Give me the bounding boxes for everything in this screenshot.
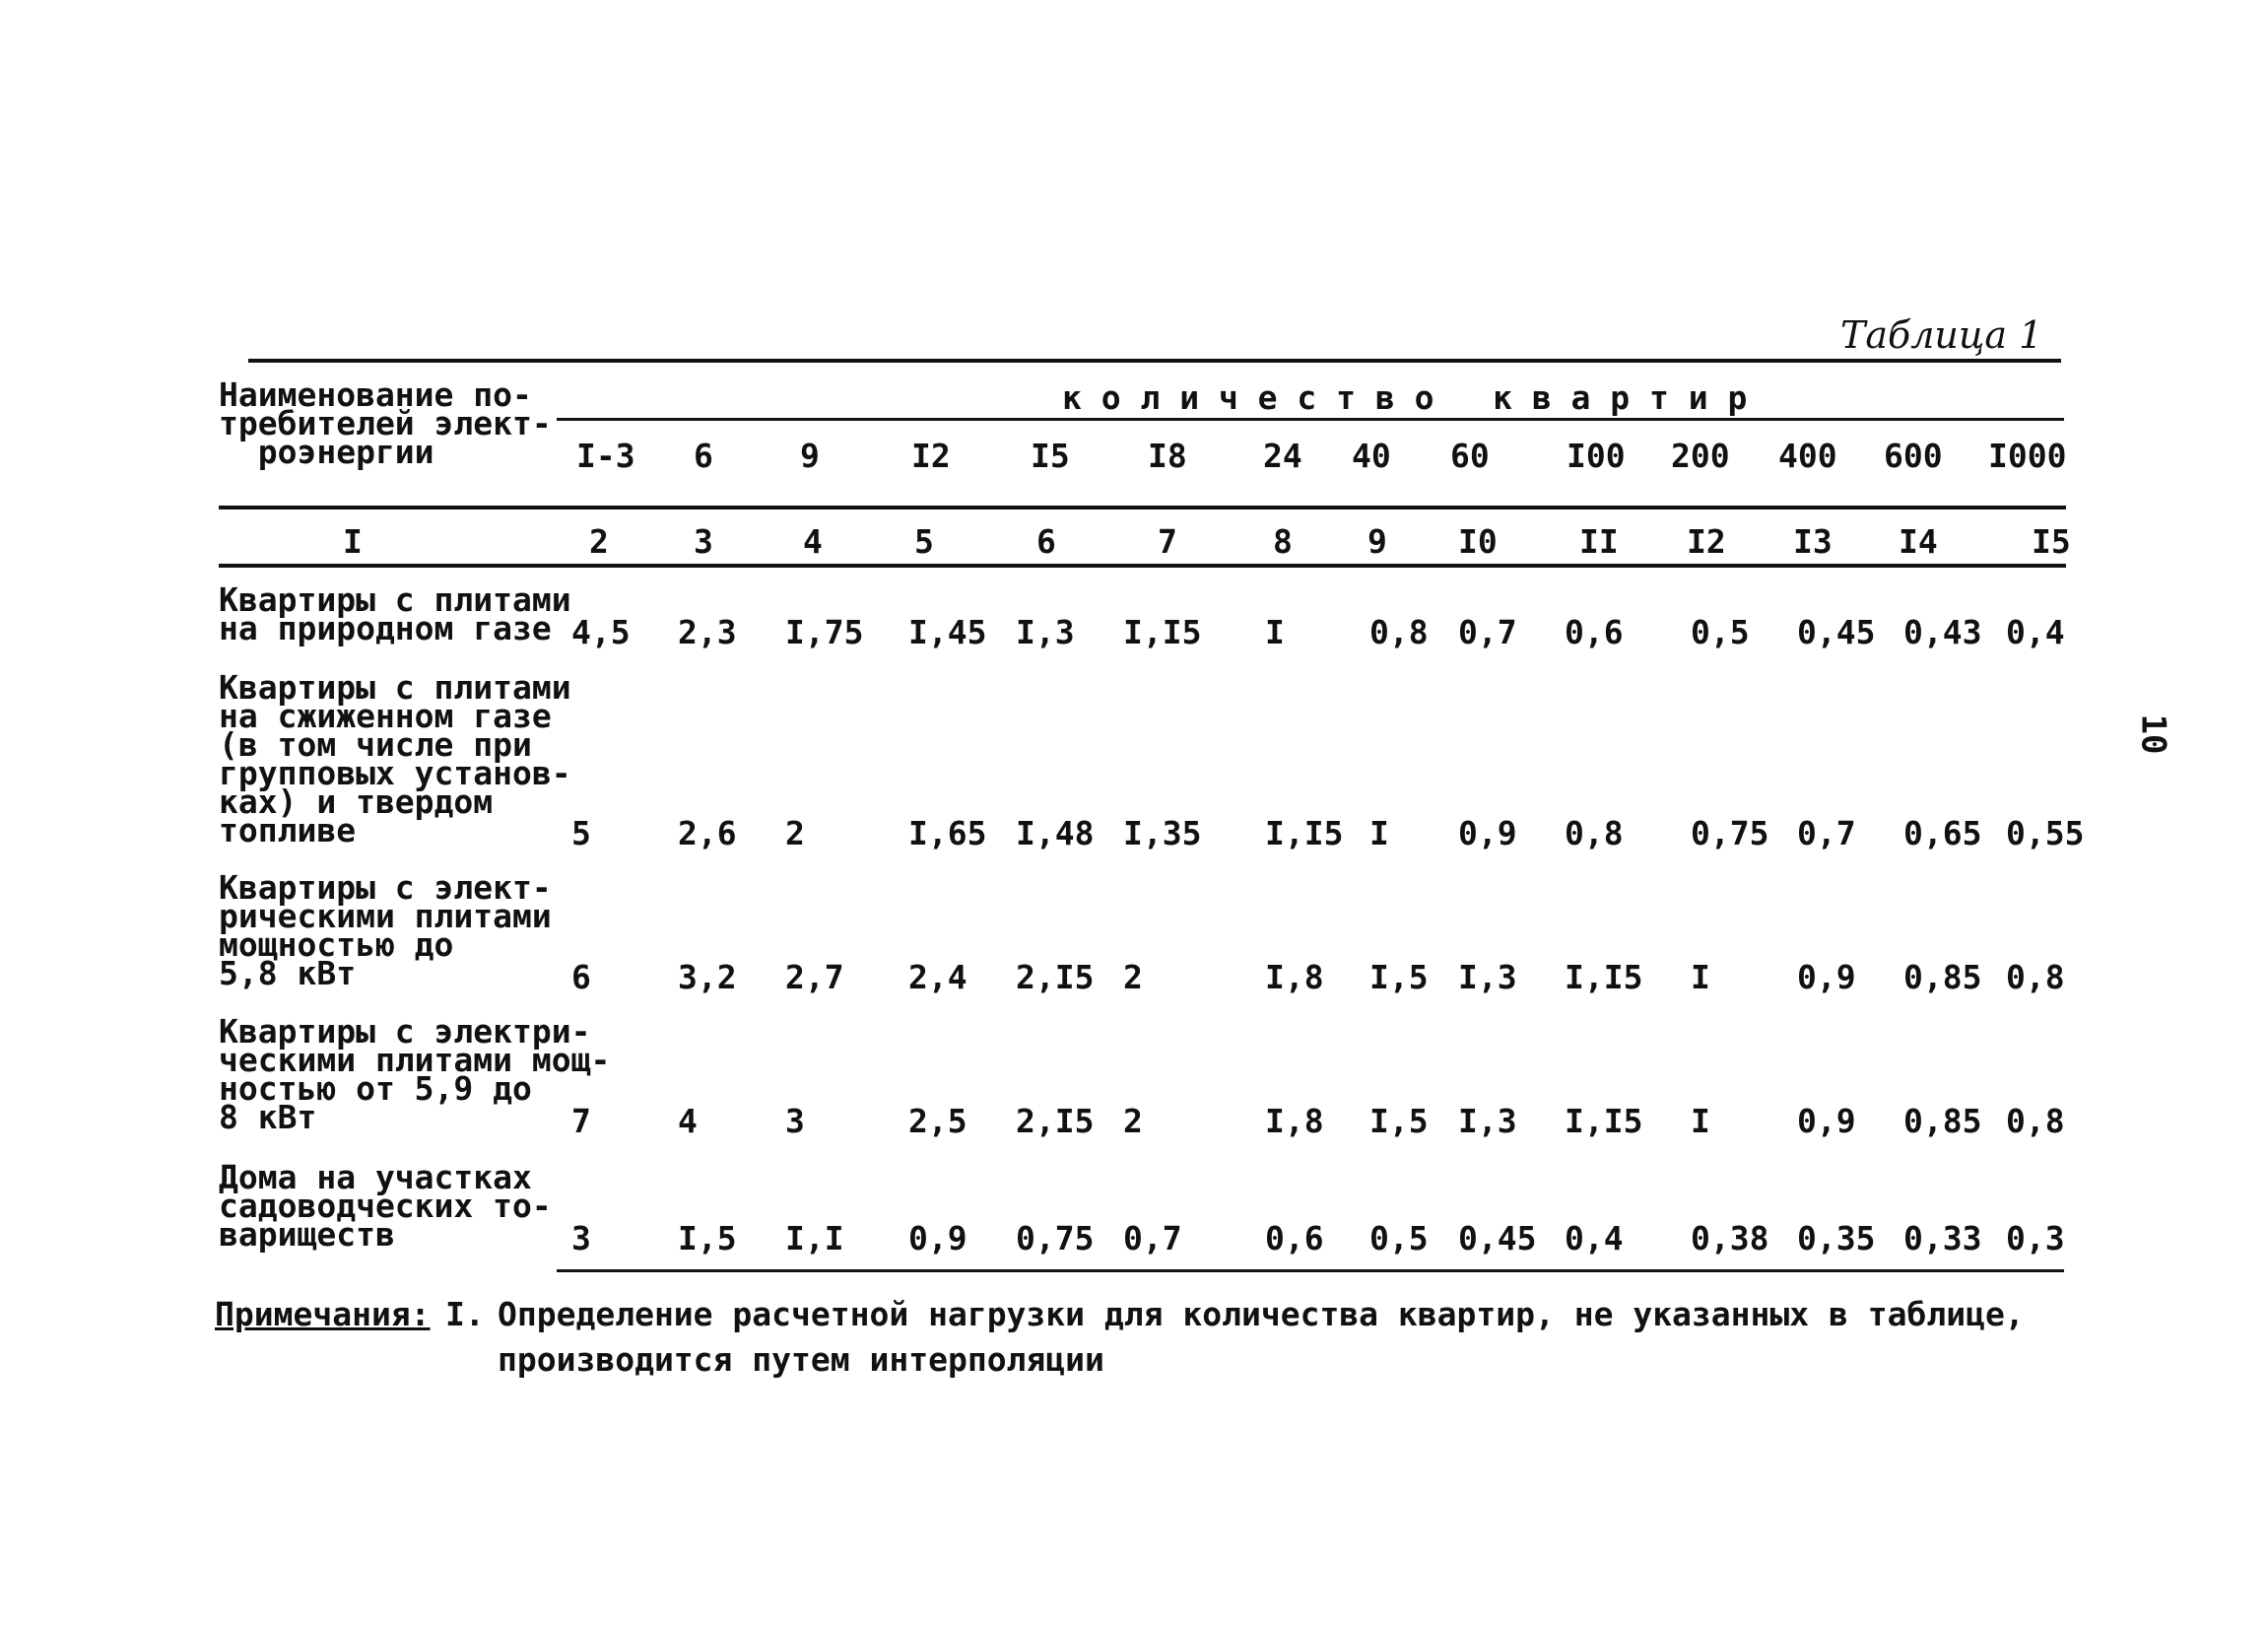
apartment-count-header: 60: [1450, 437, 1490, 475]
table-cell-value: 0,55: [2006, 814, 2085, 852]
table-cell-value: 2,5: [908, 1102, 967, 1140]
table-cell-value: I,8: [1265, 958, 1324, 996]
row-label: Квартиры с элект- рическими плитами мощностью до 5,8 кВт: [219, 868, 552, 992]
table-cell-value: I: [1265, 613, 1285, 651]
column-number: 6: [1036, 522, 1056, 561]
table-cell-value: 4,5: [571, 613, 631, 651]
table-cell-value: I: [1369, 814, 1389, 852]
table-cell-value: 2,4: [908, 958, 967, 996]
apartment-count-header: I00: [1567, 437, 1626, 475]
column-number: 7: [1158, 522, 1177, 561]
column-number: 5: [914, 522, 934, 561]
apartment-count-header: I2: [911, 437, 951, 475]
table-cell-value: 0,9: [1458, 814, 1517, 852]
table-cell-value: 0,33: [1903, 1219, 1982, 1257]
note-line-1: Определение расчетной нагрузки для количества квартир, не указанных в таблице,: [498, 1295, 2025, 1333]
table-cell-value: 2: [785, 814, 805, 852]
table-cell-value: I,48: [1016, 814, 1095, 852]
table-cell-value: 0,7: [1458, 613, 1517, 651]
table-cell-value: 2,I5: [1016, 958, 1095, 996]
table-cell-value: 4: [678, 1102, 698, 1140]
table-cell-value: 0,8: [1565, 814, 1624, 852]
table-cell-value: 0,75: [1016, 1219, 1095, 1257]
table-cell-value: I,I5: [1123, 613, 1202, 651]
table-cell-value: I,I: [785, 1219, 844, 1257]
table-cell-value: 0,38: [1691, 1219, 1769, 1257]
apartment-count-header: 9: [800, 437, 820, 475]
table-cell-value: 0,65: [1903, 814, 1982, 852]
table-cell-value: 0,8: [2006, 1102, 2065, 1140]
table-cell-value: I: [1691, 1102, 1710, 1140]
table-cell-value: 0,9: [1797, 1102, 1856, 1140]
table-cell-value: 0,85: [1903, 958, 1982, 996]
table-cell-value: 2,6: [678, 814, 737, 852]
table-cell-value: 3,2: [678, 958, 737, 996]
table-cell-value: 0,85: [1903, 1102, 1982, 1140]
table-cell-value: 5: [571, 814, 591, 852]
table-cell-value: I,35: [1123, 814, 1202, 852]
table-caption: Таблица 1: [1840, 313, 2043, 357]
table-cell-value: 0,43: [1903, 613, 1982, 651]
apartment-count-header: 400: [1778, 437, 1837, 475]
table-cell-value: I,5: [1369, 958, 1429, 996]
note-item-number: I.: [445, 1295, 485, 1333]
note-line-2: производится путем интерполяции: [498, 1340, 1104, 1379]
apartment-count-header: I5: [1031, 437, 1070, 475]
table-cell-value: 3: [571, 1219, 591, 1257]
table-cell-value: 0,6: [1265, 1219, 1324, 1257]
table-cell-value: I,65: [908, 814, 987, 852]
table-cell-value: 0,6: [1565, 613, 1624, 651]
table-cell-value: 0,5: [1691, 613, 1750, 651]
table-cell-value: 0,9: [908, 1219, 967, 1257]
table-cell-value: 0,7: [1123, 1219, 1182, 1257]
page-number: 10: [2133, 713, 2173, 755]
row-label: Квартиры с плитами на природном газе: [219, 580, 571, 647]
table-cell-value: I,45: [908, 613, 987, 651]
table-cell-value: 2,3: [678, 613, 737, 651]
apartment-count-header: I000: [1988, 437, 2067, 475]
table-cell-value: 0,9: [1797, 958, 1856, 996]
table-cell-value: 0,5: [1369, 1219, 1429, 1257]
column-number: I: [343, 522, 363, 561]
table-cell-value: I,I5: [1565, 958, 1643, 996]
apartment-count-header: 40: [1352, 437, 1391, 475]
group-rule: [557, 418, 2064, 421]
apartment-count-header: 6: [694, 437, 713, 475]
table-cell-value: 0,4: [1565, 1219, 1624, 1257]
table-cell-value: 0,8: [2006, 958, 2065, 996]
table-cell-value: 0,35: [1797, 1219, 1876, 1257]
apartment-count-header: 200: [1671, 437, 1730, 475]
top-rule: [248, 359, 2061, 363]
column-number: I5: [2032, 522, 2071, 561]
column-number: I4: [1899, 522, 1938, 561]
column-number: I3: [1793, 522, 1833, 561]
table-cell-value: 7: [571, 1102, 591, 1140]
row-label: Квартиры с плитами на сжиженном газе (в том числе при групповых установ- ках) и твердом топливе: [219, 668, 571, 849]
header-name-column: Наименование по- требителей элект- роэнергии: [219, 375, 552, 471]
column-number: 9: [1367, 522, 1387, 561]
row-label: Дома на участках садоводческих то- вариществ: [219, 1158, 552, 1254]
column-number: I2: [1687, 522, 1726, 561]
colnum-bottom-rule: [219, 564, 2066, 568]
table-cell-value: 3: [785, 1102, 805, 1140]
apartment-count-header: 24: [1263, 437, 1302, 475]
table-cell-value: 2,7: [785, 958, 844, 996]
table-cell-value: I,5: [1369, 1102, 1429, 1140]
table-cell-value: I,5: [678, 1219, 737, 1257]
column-number: 3: [694, 522, 713, 561]
column-number: 4: [803, 522, 823, 561]
column-number: I0: [1458, 522, 1498, 561]
table-cell-value: I,I5: [1565, 1102, 1643, 1140]
note-label: Примечания:: [215, 1295, 431, 1333]
apartment-count-header: I-3: [576, 437, 635, 475]
table-cell-value: I,I5: [1265, 814, 1344, 852]
header-bottom-rule: [219, 506, 2066, 509]
table-cell-value: I,3: [1016, 613, 1075, 651]
column-number: 2: [589, 522, 609, 561]
row-label: Квартиры с электри- ческими плитами мощ- ностью от 5,9 до 8 кВт: [219, 1012, 611, 1136]
header-group-title: к о л и ч е с т в о к в а р т и р: [1062, 378, 1748, 417]
table-cell-value: 0,8: [1369, 613, 1429, 651]
apartment-count-header: 600: [1884, 437, 1943, 475]
table-cell-value: 0,4: [2006, 613, 2065, 651]
table-cell-value: 0,75: [1691, 814, 1769, 852]
table-cell-value: I: [1691, 958, 1710, 996]
table-cell-value: 6: [571, 958, 591, 996]
table-cell-value: 0,45: [1458, 1219, 1537, 1257]
table-cell-value: I,8: [1265, 1102, 1324, 1140]
column-number: 8: [1273, 522, 1293, 561]
table-cell-value: 2: [1123, 1102, 1143, 1140]
table-cell-value: 0,7: [1797, 814, 1856, 852]
table-cell-value: I,3: [1458, 1102, 1517, 1140]
column-number: II: [1579, 522, 1619, 561]
table-cell-value: 2: [1123, 958, 1143, 996]
apartment-count-header: I8: [1148, 437, 1187, 475]
table-cell-value: I,75: [785, 613, 864, 651]
table-bottom-rule: [557, 1269, 2064, 1272]
table-cell-value: 2,I5: [1016, 1102, 1095, 1140]
table-cell-value: I,3: [1458, 958, 1517, 996]
table-cell-value: 0,45: [1797, 613, 1876, 651]
table-cell-value: 0,3: [2006, 1219, 2065, 1257]
